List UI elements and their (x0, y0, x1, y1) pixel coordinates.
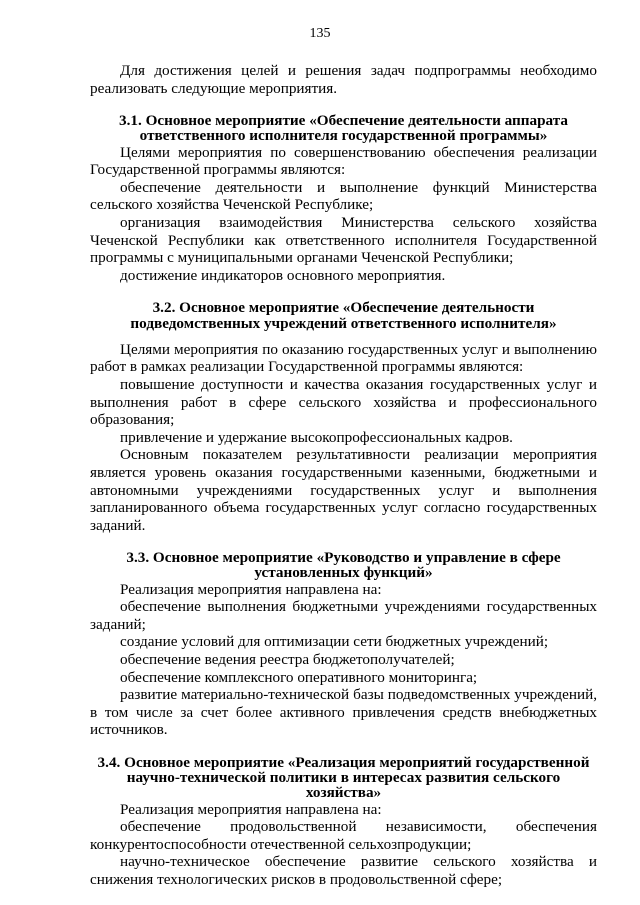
section-title-line: установленных функций» (254, 564, 433, 582)
section-title-line: подведомственных учреждений ответственного исполнителя» (130, 314, 557, 332)
section-3-4-title (90, 755, 597, 801)
section-3-1-title (90, 113, 597, 143)
paragraph: повышение доступности и качества оказания государственных услуг и выполнения работ в сфере сельского хозяйства и профессионального образования; (90, 375, 597, 429)
page-number: 135 (309, 26, 331, 41)
section-3-1 (90, 113, 597, 284)
section-title-line: научно-технической политики в интересах развития сельского хозяйства» (126, 769, 561, 802)
section-3-4 (90, 755, 597, 889)
paragraph: обеспечение продовольственной независимости, обеспечения конкурентоспособности отечественной сельхозпродукции; (90, 818, 597, 853)
paragraph: Целями мероприятия по оказанию государственных услуг и выполнению работ в рамках реализации Государственной программы являются: (90, 340, 597, 376)
paragraph: обеспечение ведения реестра бюджетополучателей; (120, 651, 455, 669)
paragraph: обеспечение выполнения бюджетными учреждениями государственных заданий; (90, 598, 597, 633)
paragraph: обеспечение комплексного оперативного мониторинга; (120, 668, 478, 686)
paragraph: Основным показателем результативности реализации мероприятия является уровень оказания государственными казенными, бюджетными и автономными учреждениями государственных услуг и выполнения запланированного объема государственных услуг согласно государственных заданий. (90, 446, 597, 534)
section-3-3 (90, 550, 597, 739)
section-title-line: 3.1. Основное мероприятие «Обеспечение деятельности аппарата (118, 112, 568, 130)
section-3-2 (90, 300, 597, 534)
paragraph: обеспечение деятельности и выполнение функций Министерства сельского хозяйства Чеченской Республике; (90, 178, 597, 214)
section-3-3-title (90, 550, 597, 580)
paragraph: научно-техническое обеспечение развитие сельского хозяйства и снижения технологических рисков в продовольственной сфере; (90, 853, 597, 889)
paragraph: организация взаимодействия Министерства сельского хозяйства Чеченской Республики как ответственного исполнителя Государственной программы с муниципальными органами Чеченской Республики; (90, 213, 597, 267)
intro-paragraph: Для достижения целей и решения задач подпрограммы необходимо реализовать следующие мероприятия. (90, 62, 597, 97)
paragraph: создание условий для оптимизации сети бюджетных учреждений; (120, 633, 549, 651)
section-title-line: 3.4. Основное мероприятие «Реализация мероприятий государственной (97, 754, 590, 772)
section-title-line: ответственного исполнителя государственной программы» (139, 127, 548, 145)
paragraph: Реализация мероприятия направлена на: (120, 800, 382, 818)
section-title-line: 3.3. Основное мероприятие «Руководство и управление в сфере (126, 549, 561, 567)
paragraph: Реализация мероприятия направлена на: (120, 580, 382, 598)
document-body (90, 62, 597, 889)
paragraph: достижение индикаторов основного мероприятия. (120, 266, 446, 284)
paragraph: развитие материально-технической базы подведомственных учреждений, в том числе за счет более активного привлечения средств внебюджетных источников. (90, 686, 597, 739)
section-3-2-title (90, 300, 597, 330)
paragraph: привлечение и удержание высокопрофессиональных кадров. (120, 428, 513, 446)
paragraph: Целями мероприятия по совершенствованию обеспечения реализации Государственной программы являются: (90, 143, 597, 179)
section-title-line: 3.2. Основное мероприятие «Обеспечение деятельности (152, 299, 535, 317)
